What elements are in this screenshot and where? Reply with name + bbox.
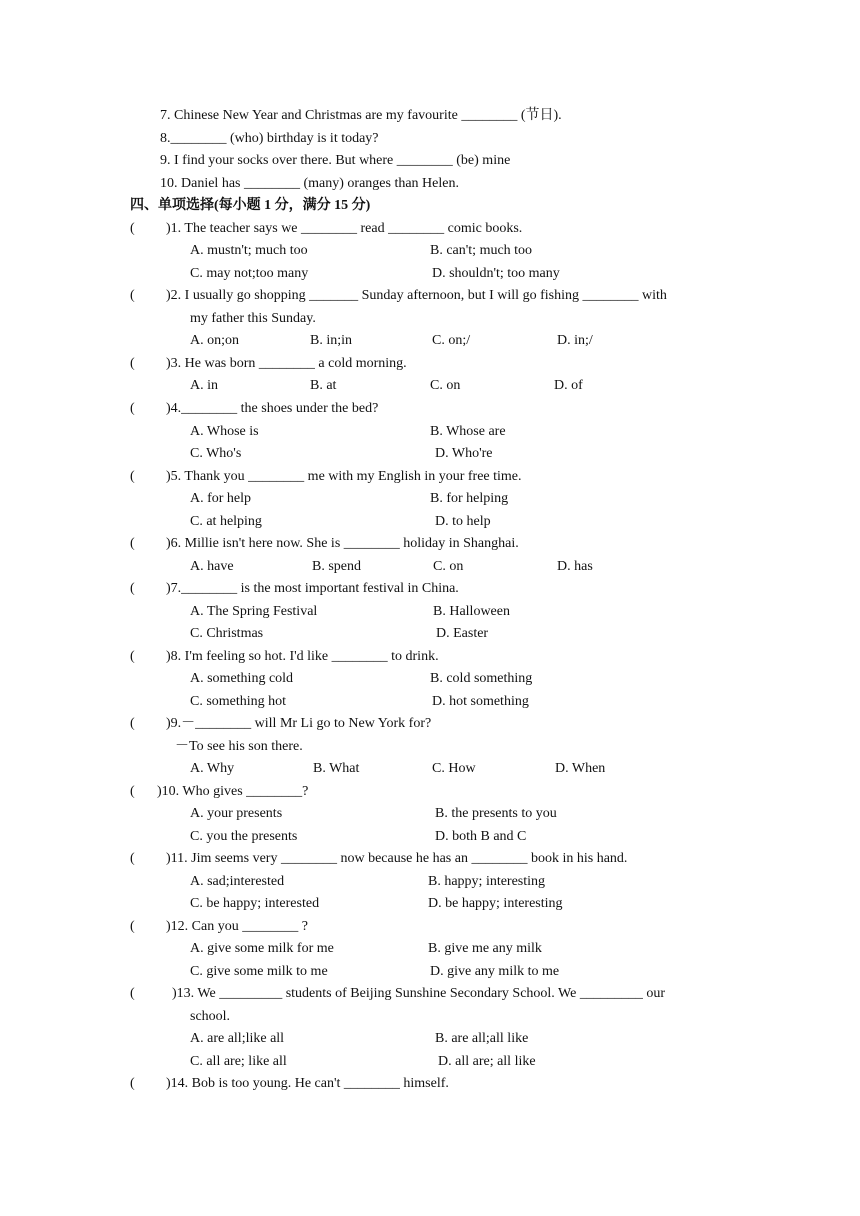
option: D. When xyxy=(555,761,606,776)
answer-paren: ( xyxy=(130,581,135,596)
option: D. shouldn't; too many xyxy=(432,266,560,281)
option: C. at helping xyxy=(190,514,262,529)
option: C. on xyxy=(430,378,461,393)
option: B. for helping xyxy=(430,491,509,506)
answer-paren: ( xyxy=(130,716,135,731)
question-stem: )2. I usually go shopping _______ Sunday afternoon, but I will go fishing ________ with xyxy=(166,288,667,303)
question-stem: )11. Jim seems very ________ now because he has an ________ book in his hand. xyxy=(166,851,628,866)
option: D. in;/ xyxy=(557,333,593,348)
option: A. have xyxy=(190,559,234,574)
question-stem: )4.________ the shoes under the bed? xyxy=(166,401,379,416)
answer-paren: ( xyxy=(130,288,135,303)
option: C. on;/ xyxy=(432,333,471,348)
option: A. your presents xyxy=(190,806,283,821)
option: A. mustn't; much too xyxy=(190,243,308,258)
fill-item: 8.________ (who) birthday is it today? xyxy=(160,131,379,146)
option: D. Who're xyxy=(435,446,493,461)
option: A. give some milk for me xyxy=(190,941,334,956)
option: B. the presents to you xyxy=(435,806,557,821)
option: D. hot something xyxy=(432,694,529,709)
question-stem: )1. The teacher says we ________ read ________ comic books. xyxy=(166,221,523,236)
option: B. are all;all like xyxy=(435,1031,529,1046)
option: D. to help xyxy=(435,514,491,529)
question-stem: )5. Thank you ________ me with my English in your free time. xyxy=(166,469,522,484)
question-stem: )13. We _________ students of Beijing Sunshine Secondary School. We _________ our xyxy=(172,986,666,1001)
option: B. cold something xyxy=(430,671,533,686)
option: C. on xyxy=(433,559,464,574)
option: A. Why xyxy=(190,761,235,776)
option: B. What xyxy=(313,761,360,776)
question-stem-cont: school. xyxy=(190,1009,231,1024)
answer-paren: ( xyxy=(130,784,135,799)
question-stem: )10. Who gives ________? xyxy=(157,784,309,799)
option: D. give any milk to me xyxy=(430,964,560,979)
answer-paren: ( xyxy=(130,536,135,551)
fill-item: 7. Chinese New Year and Christmas are my favourite ________ (节日). xyxy=(160,108,562,123)
option: A. on;on xyxy=(190,333,239,348)
option: C. something hot xyxy=(190,694,287,709)
answer-paren: ( xyxy=(130,851,135,866)
option: C. Christmas xyxy=(190,626,264,641)
option: D. be happy; interesting xyxy=(428,896,563,911)
option: B. spend xyxy=(312,559,361,574)
question-stem-cont: my father this Sunday. xyxy=(190,311,316,326)
option: C. all are; like all xyxy=(190,1054,287,1069)
question-stem: )14. Bob is too young. He can't ________ himself. xyxy=(166,1076,449,1091)
question-stem-cont: －To see his son there. xyxy=(175,739,303,754)
answer-paren: ( xyxy=(130,221,135,236)
option: C. give some milk to me xyxy=(190,964,328,979)
option: C. How xyxy=(432,761,476,776)
option: A. Whose is xyxy=(190,424,259,439)
answer-paren: ( xyxy=(130,356,135,371)
option: B. in;in xyxy=(310,333,353,348)
option: B. can't; much too xyxy=(430,243,533,258)
answer-paren: ( xyxy=(130,1076,135,1091)
option: C. you the presents xyxy=(190,829,298,844)
answer-paren: ( xyxy=(130,919,135,934)
option: D. both B and C xyxy=(435,829,527,844)
option: C. may not;too many xyxy=(190,266,309,281)
option: D. all are; all like xyxy=(438,1054,536,1069)
section-title: 四、单项选择(每小题 1 分，满分 15 分) xyxy=(130,198,371,213)
fill-item: 10. Daniel has ________ (many) oranges than Helen. xyxy=(160,176,459,191)
option: C. be happy; interested xyxy=(190,896,320,911)
option: A. in xyxy=(190,378,218,393)
option: B. at xyxy=(310,378,337,393)
option: B. give me any milk xyxy=(428,941,542,956)
option: D. has xyxy=(557,559,593,574)
option: A. The Spring Festival xyxy=(190,604,318,619)
option: D. of xyxy=(554,378,583,393)
option: B. Whose are xyxy=(430,424,506,439)
question-stem: )9.－________ will Mr Li go to New York for? xyxy=(166,716,432,731)
option: B. Halloween xyxy=(433,604,510,619)
question-stem: )3. He was born ________ a cold morning. xyxy=(166,356,407,371)
option: A. something cold xyxy=(190,671,294,686)
question-stem: )6. Millie isn't here now. She is ________ holiday in Shanghai. xyxy=(166,536,519,551)
answer-paren: ( xyxy=(130,986,135,1001)
answer-paren: ( xyxy=(130,649,135,664)
question-stem: )7.________ is the most important festival in China. xyxy=(166,581,459,596)
option: A. for help xyxy=(190,491,252,506)
option: A. sad;interested xyxy=(190,874,285,889)
answer-paren: ( xyxy=(130,401,135,416)
option: B. happy; interesting xyxy=(428,874,546,889)
option: D. Easter xyxy=(436,626,489,641)
fill-item: 9. I find your socks over there. But where ________ (be) mine xyxy=(160,153,511,168)
option: A. are all;like all xyxy=(190,1031,285,1046)
question-stem: )8. I'm feeling so hot. I'd like ________ to drink. xyxy=(166,649,439,664)
answer-paren: ( xyxy=(130,469,135,484)
question-stem: )12. Can you ________ ? xyxy=(166,919,308,934)
option: C. Who's xyxy=(190,446,242,461)
